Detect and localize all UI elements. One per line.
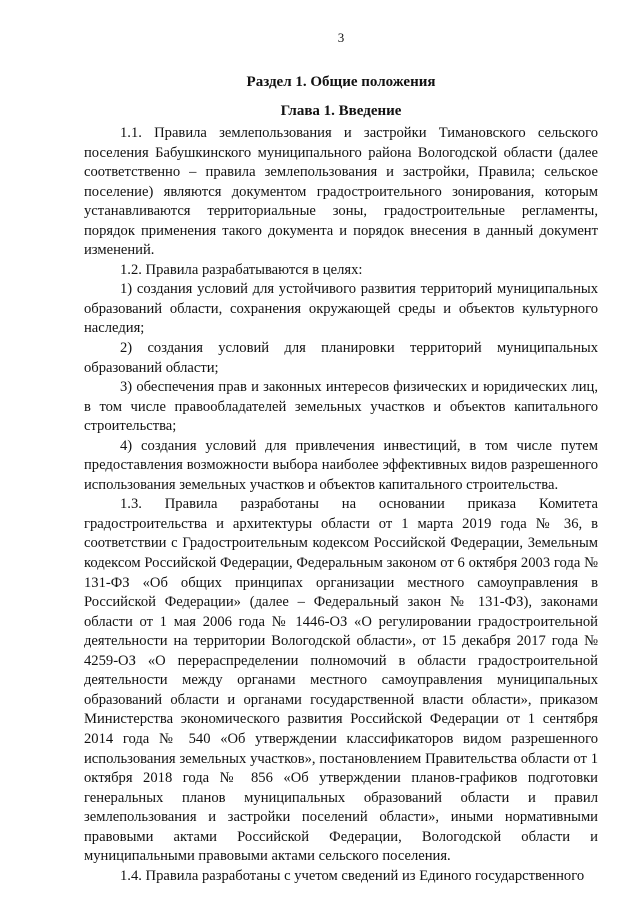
paragraph-1-2: 1.2. Правила разрабатываются в целях: — [120, 261, 363, 278]
paragraph-1-3: 1.3. Правила разработаны на основании приказа Комитета градостроительства и архитектуры области от 1 марта 2019 года № 36, в соответствии с Градостроительным кодексом Российской Федерации, Земельным кодексом Российской Федерации, Федеральным законом от 6 октября 2003 года № 131-ФЗ «Об общих принципах организации местного самоуправления в Российской Федерации» (далее – Федеральный закон № 131-ФЗ), законами области от 1 мая 2006 года № 1446-ОЗ «О регулировании градостроительной деятельности на территории Вологодской области», от 15 декабря 2017 года № 4259-ОЗ «О перераспределении полномочий в области градостроительной деятельности между органами местного самоуправления муниципальных образований области и органами государственной власти области», приказом Министерства экономического развития Российской Федерации от 1 сентября 2014 года № 540 «Об утверждении классификаторов видом разрешенного использования земельных участков», постановлением Правительства области от 1 октября 2018 года № 856 «Об утверждении планов-графиков подготовки генеральных планов муниципальных образований области и правил землепользования и застройки поселений области», иными нормативными правовыми актами Российской Федерации, Вологодской области и муниципальными правовыми актами сельского поселения. — [84, 496, 598, 865]
page-number: 3 — [337, 30, 345, 45]
body-text — [84, 124, 598, 886]
chapter-title: Глава 1. Введение — [280, 103, 402, 119]
list-item-1: 1) создания условий для устойчивого развития территорий муниципальных образований области, сохранения окружающей среды и объектов культурного наследия; — [84, 281, 598, 337]
list-item-2: 2) создания условий для планировки территорий муниципальных образований области; — [84, 340, 598, 376]
list-item-3: 3) обеспечения прав и законных интересов физических и юридических лиц, в том числе правообладателей земельных участков и объектов капитального строительства; — [84, 379, 598, 435]
paragraph-1-4: 1.4. Правила разработаны с учетом сведений из Единого государственного — [120, 867, 585, 884]
paragraph-1-1: 1.1. Правила землепользования и застройки Тимановского сельского поселения Бабушкинского муниципального района Вологодской области (далее соответственно – правила землепользования и застройки, Правила; сельское поселение) являются документом градостроительного зонирования, которым устанавливаются территориальные зоны, градостроительные регламенты, порядок применения такого документа и порядок внесения в данный документ изменений. — [84, 125, 598, 259]
section-title: Раздел 1. Общие положения — [246, 74, 436, 90]
list-item-4: 4) создания условий для привлечения инвестиций, в том числе путем предоставления возможности выбора наиболее эффективных видов разрешенного использования земельных участков и объектов капитального строительства. — [84, 437, 598, 493]
